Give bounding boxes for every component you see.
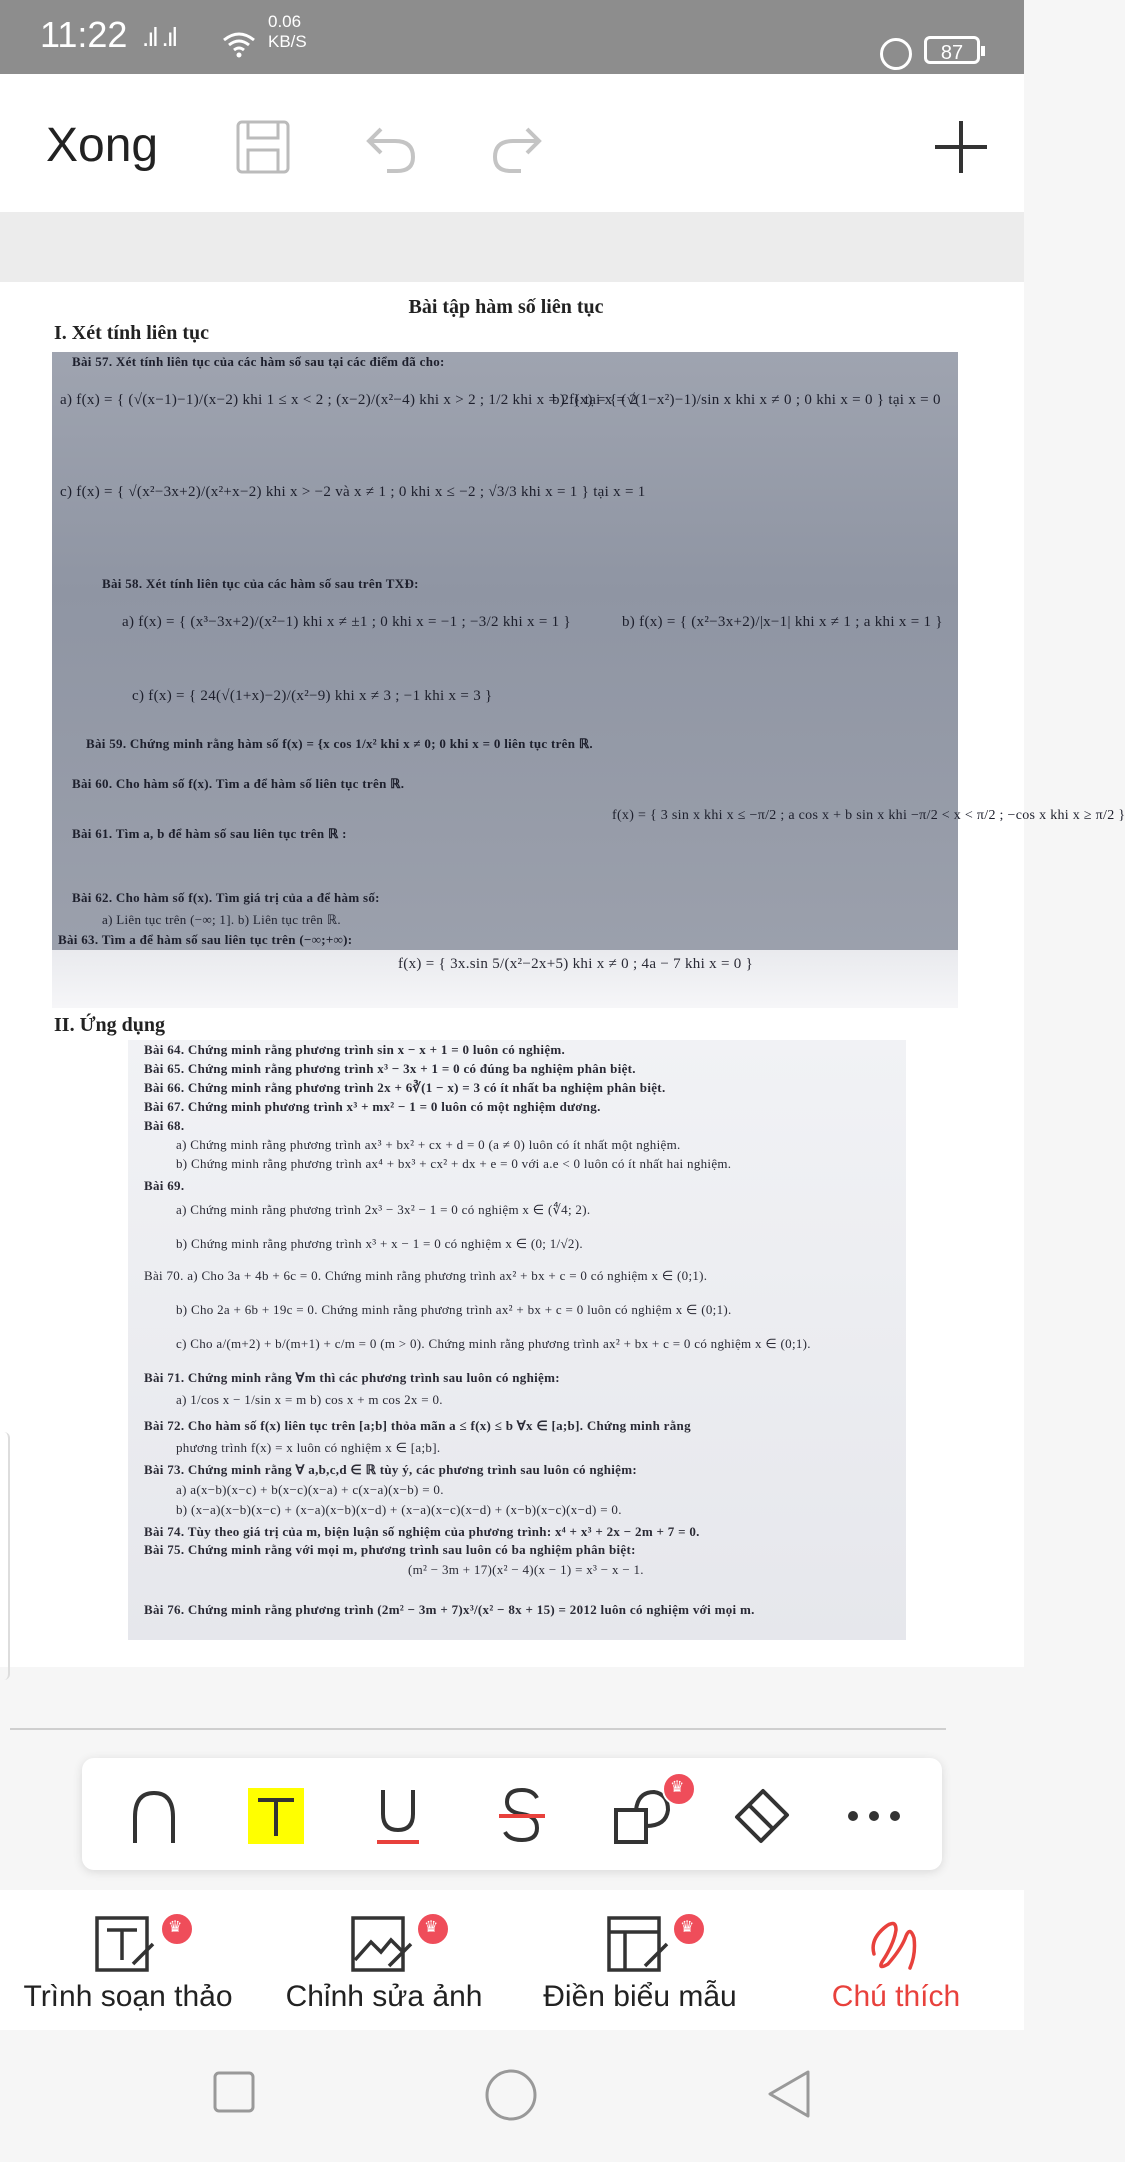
text-line: Bài 72. Cho hàm số f(x) liên tục trên [a;b] thỏa mãn a ≤ f(x) ≤ b ∀x ∈ [a;b]. Chứng minh rằng [144, 1418, 691, 1433]
text-line: (m² − 3m + 17)(x² − 4)(x − 1) = x³ − x − 1. [408, 1562, 644, 1577]
formula-line: a) f(x) = { (x³−3x+2)/(x²−1) khi x ≠ ±1 ; 0 khi x = −1 ; −3/2 khi x = 1 } [122, 614, 571, 630]
text-line: a) Chứng minh rằng phương trình 2x³ − 3x² − 1 = 0 có nghiệm x ∈ (∜4; 2). [176, 1202, 591, 1217]
annotate-icon [768, 1914, 1024, 1974]
battery-icon [924, 36, 980, 64]
tab-editor[interactable] [0, 1890, 256, 2030]
text-line: b) Chứng minh rằng phương trình x³ + x − 1 = 0 có nghiệm x ∈ (0; 1/√2). [176, 1236, 583, 1251]
system-nav-bar [0, 2030, 1024, 2162]
undo-icon[interactable] [358, 114, 424, 180]
section-heading-1: I. Xét tính liên tục [54, 322, 209, 344]
tab-annotate[interactable] [768, 1890, 1024, 2030]
editor-icon [0, 1914, 256, 1974]
document-title: Bài tập hàm số liên tục [408, 296, 604, 318]
text-line: Bài 58. Xét tính liên tục của các hàm số sau trên TXĐ: [102, 576, 419, 591]
home-icon[interactable] [484, 2068, 538, 2122]
exercise-block-2 [128, 1040, 906, 1640]
more-icon[interactable] [842, 1784, 906, 1848]
exercise-block-1 [52, 352, 1125, 950]
text-line: Bài 60. Cho hàm số f(x). Tìm a để hàm số liên tục trên ℝ. [72, 776, 405, 791]
text-line: Bài 70. a) Cho 3a + 4b + 6c = 0. Chứng minh rằng phương trình ax² + bx + c = 0 có nghiệm x ∈ (0;1). [144, 1268, 708, 1283]
exercise-block-1-formula [52, 950, 958, 1008]
formula-line: a) f(x) = { (√(x−1)−1)/(x−2) khi 1 ≤ x < 2 ; (x−2)/(x²−4) khi x > 2 ; 1/2 khi x = 2 } tại x = 2 [60, 392, 638, 408]
save-icon[interactable] [230, 114, 296, 180]
text-line: b) (x−a)(x−b)(x−c) + (x−a)(x−b)(x−d) + (x−a)(x−c)(x−d) + (x−b)(x−c)(x−d) = 0. [176, 1502, 622, 1517]
text-line: Bài 68. [144, 1118, 185, 1133]
formula-line: b) f(x) = { (x²−3x+2)/|x−1| khi x ≠ 1 ; a khi x = 1 } [622, 614, 943, 630]
text-line: Bài 63. Tìm a để hàm số sau liên tục trên (−∞;+∞): [58, 932, 353, 947]
text-line: a) Liên tục trên (−∞; 1]. b) Liên tục trên ℝ. [102, 912, 341, 927]
clock: 11:22 [40, 14, 128, 55]
wifi-icon [222, 32, 256, 58]
formula-line: f(x) = { 3 sin x khi x ≤ −π/2 ; a cos x + b sin x khi −π/2 < x < π/2 ; −cos x khi x ≥ π/2 } [612, 808, 1125, 823]
eraser-icon[interactable] [730, 1784, 794, 1848]
text-line: b) Chứng minh rằng phương trình ax⁴ + bx³ + cx² + dx + e = 0 với a.e < 0 luôn có ít nhất hai nghiệm. [176, 1156, 732, 1171]
pen-tool-icon[interactable] [122, 1784, 186, 1848]
redo-icon[interactable] [484, 114, 550, 180]
cell-signal-icon: .ıl .ıl [142, 22, 176, 52]
text-line: Bài 71. Chứng minh rằng ∀m thì các phương trình sau luôn có nghiệm: [144, 1370, 560, 1385]
text-line: Bài 66. Chứng minh rằng phương trình 2x + 6∛(1 − x) = 3 có ít nhất ba nghiệm phân biệt. [144, 1080, 666, 1095]
premium-badge-icon [662, 1772, 696, 1806]
strikethrough-icon[interactable] [490, 1784, 554, 1848]
add-icon[interactable] [928, 114, 994, 180]
text-line: Bài 75. Chứng minh rằng với mọi m, phương trình sau luôn có ba nghiệm phân biệt: [144, 1542, 636, 1557]
premium-badge-icon [160, 1912, 194, 1946]
text-line: Bài 67. Chứng minh phương trình x³ + mx² − 1 = 0 luôn có một nghiệm dương. [144, 1099, 601, 1114]
underline-icon[interactable] [366, 1784, 430, 1848]
text-line: Bài 73. Chứng minh rằng ∀ a,b,c,d ∈ ℝ tùy ý, các phương trình sau luôn có nghiệm: [144, 1462, 637, 1477]
text-line: Bài 64. Chứng minh rằng phương trình sin x − x + 1 = 0 luôn có nghiệm. [144, 1042, 566, 1057]
formula-line: c) f(x) = { √(x²−3x+2)/(x²+x−2) khi x > −2 và x ≠ 1 ; 0 khi x ≤ −2 ; √3/3 khi x = 1 } tại x = 1 [60, 484, 646, 500]
premium-badge-icon [416, 1912, 450, 1946]
formula-line: f(x) = { 3x.sin 5/(x²−2x+5) khi x ≠ 0 ; 4a − 7 khi x = 0 } [398, 956, 754, 972]
text-line: Bài 74. Tùy theo giá trị của m, biện luận số nghiệm của phương trình: x⁴ + x³ + 2x − 2m + 7 = 0. [144, 1524, 700, 1539]
net-speed-unit: KB/S [268, 32, 307, 51]
document-page[interactable] [0, 282, 1125, 1667]
side-drag-handle[interactable] [0, 1432, 10, 1680]
tab-fill-form[interactable] [512, 1890, 768, 2030]
formula-line: c) f(x) = { 24(√(1+x)−2)/(x²−9) khi x ≠ 3 ; −1 khi x = 3 } [132, 688, 493, 704]
done-button[interactable]: Xong [46, 119, 159, 172]
highlight-text-icon[interactable] [244, 1784, 308, 1848]
back-icon[interactable] [766, 2068, 812, 2120]
tab-edit-image[interactable] [256, 1890, 512, 2030]
text-line: a) a(x−b)(x−c) + b(x−c)(x−a) + c(x−a)(x−b) = 0. [176, 1482, 444, 1497]
bottom-tab-bar [0, 1890, 1024, 2030]
tab-label: Chú thích [831, 1980, 961, 2013]
canvas-background [0, 212, 1024, 282]
text-line: a) Chứng minh rằng phương trình ax³ + bx² + cx + d = 0 (a ≠ 0) luôn có ít nhất một nghiệm. [176, 1137, 681, 1152]
text-line: a) 1/cos x − 1/sin x = m b) cos x + m cos 2x = 0. [176, 1392, 443, 1407]
text-line: phương trình f(x) = x luôn có nghiệm x ∈ [a;b]. [176, 1440, 441, 1455]
tab-label: Chỉnh sửa ảnh [285, 1980, 483, 2013]
text-line: Bài 59. Chứng minh rằng hàm số f(x) = {x cos 1/x² khi x ≠ 0; 0 khi x = 0 liên tục trên ℝ. [86, 736, 593, 751]
tab-label: Điền biểu mẫu [543, 1980, 737, 2013]
formula-line: b) f(x) = { (√(1−x²)−1)/sin x khi x ≠ 0 ; 0 khi x = 0 } tại x = 0 [552, 392, 941, 408]
section-heading-2: II. Ứng dụng [54, 1014, 165, 1036]
text-line: Bài 62. Cho hàm số f(x). Tìm giá trị của a để hàm số: [72, 890, 380, 905]
recent-apps-icon[interactable] [212, 2070, 256, 2114]
battery-level: 87 [940, 42, 964, 64]
status-bar [0, 0, 1024, 74]
annotation-toolbar [82, 1758, 942, 1870]
tab-label: Trình soạn thảo [23, 1980, 233, 2013]
premium-badge-icon [672, 1912, 706, 1946]
divider [10, 1728, 946, 1730]
top-toolbar [0, 74, 1024, 213]
net-speed-value: 0.06 [268, 12, 302, 31]
text-line: c) Cho a/(m+2) + b/(m+1) + c/m = 0 (m > 0). Chứng minh rằng phương trình ax² + bx + c = 0 có nghiệm x ∈ (0;1). [176, 1336, 811, 1351]
text-line: Bài 69. [144, 1178, 185, 1193]
text-line: Bài 65. Chứng minh rằng phương trình x³ − 3x + 1 = 0 có đúng ba nghiệm phân biệt. [144, 1061, 636, 1076]
scanned-document [52, 282, 1125, 1642]
text-line: Bài 61. Tìm a, b để hàm số sau liên tục trên ℝ : [72, 826, 347, 841]
text-line: Bài 57. Xét tính liên tục của các hàm số sau tại các điểm đã cho: [72, 354, 445, 369]
rotation-lock-icon [880, 38, 912, 70]
net-speed [268, 12, 307, 52]
form-icon [512, 1914, 768, 1974]
text-line: Bài 76. Chứng minh rằng phương trình (2m² − 3m + 7)x³/(x² − 8x + 15) = 2012 luôn có nghiệm với mọi m. [144, 1602, 755, 1617]
image-edit-icon [256, 1914, 512, 1974]
text-line: b) Cho 2a + 6b + 19c = 0. Chứng minh rằng phương trình ax² + bx + c = 0 luôn có nghiệm x ∈ (0;1). [176, 1302, 732, 1317]
